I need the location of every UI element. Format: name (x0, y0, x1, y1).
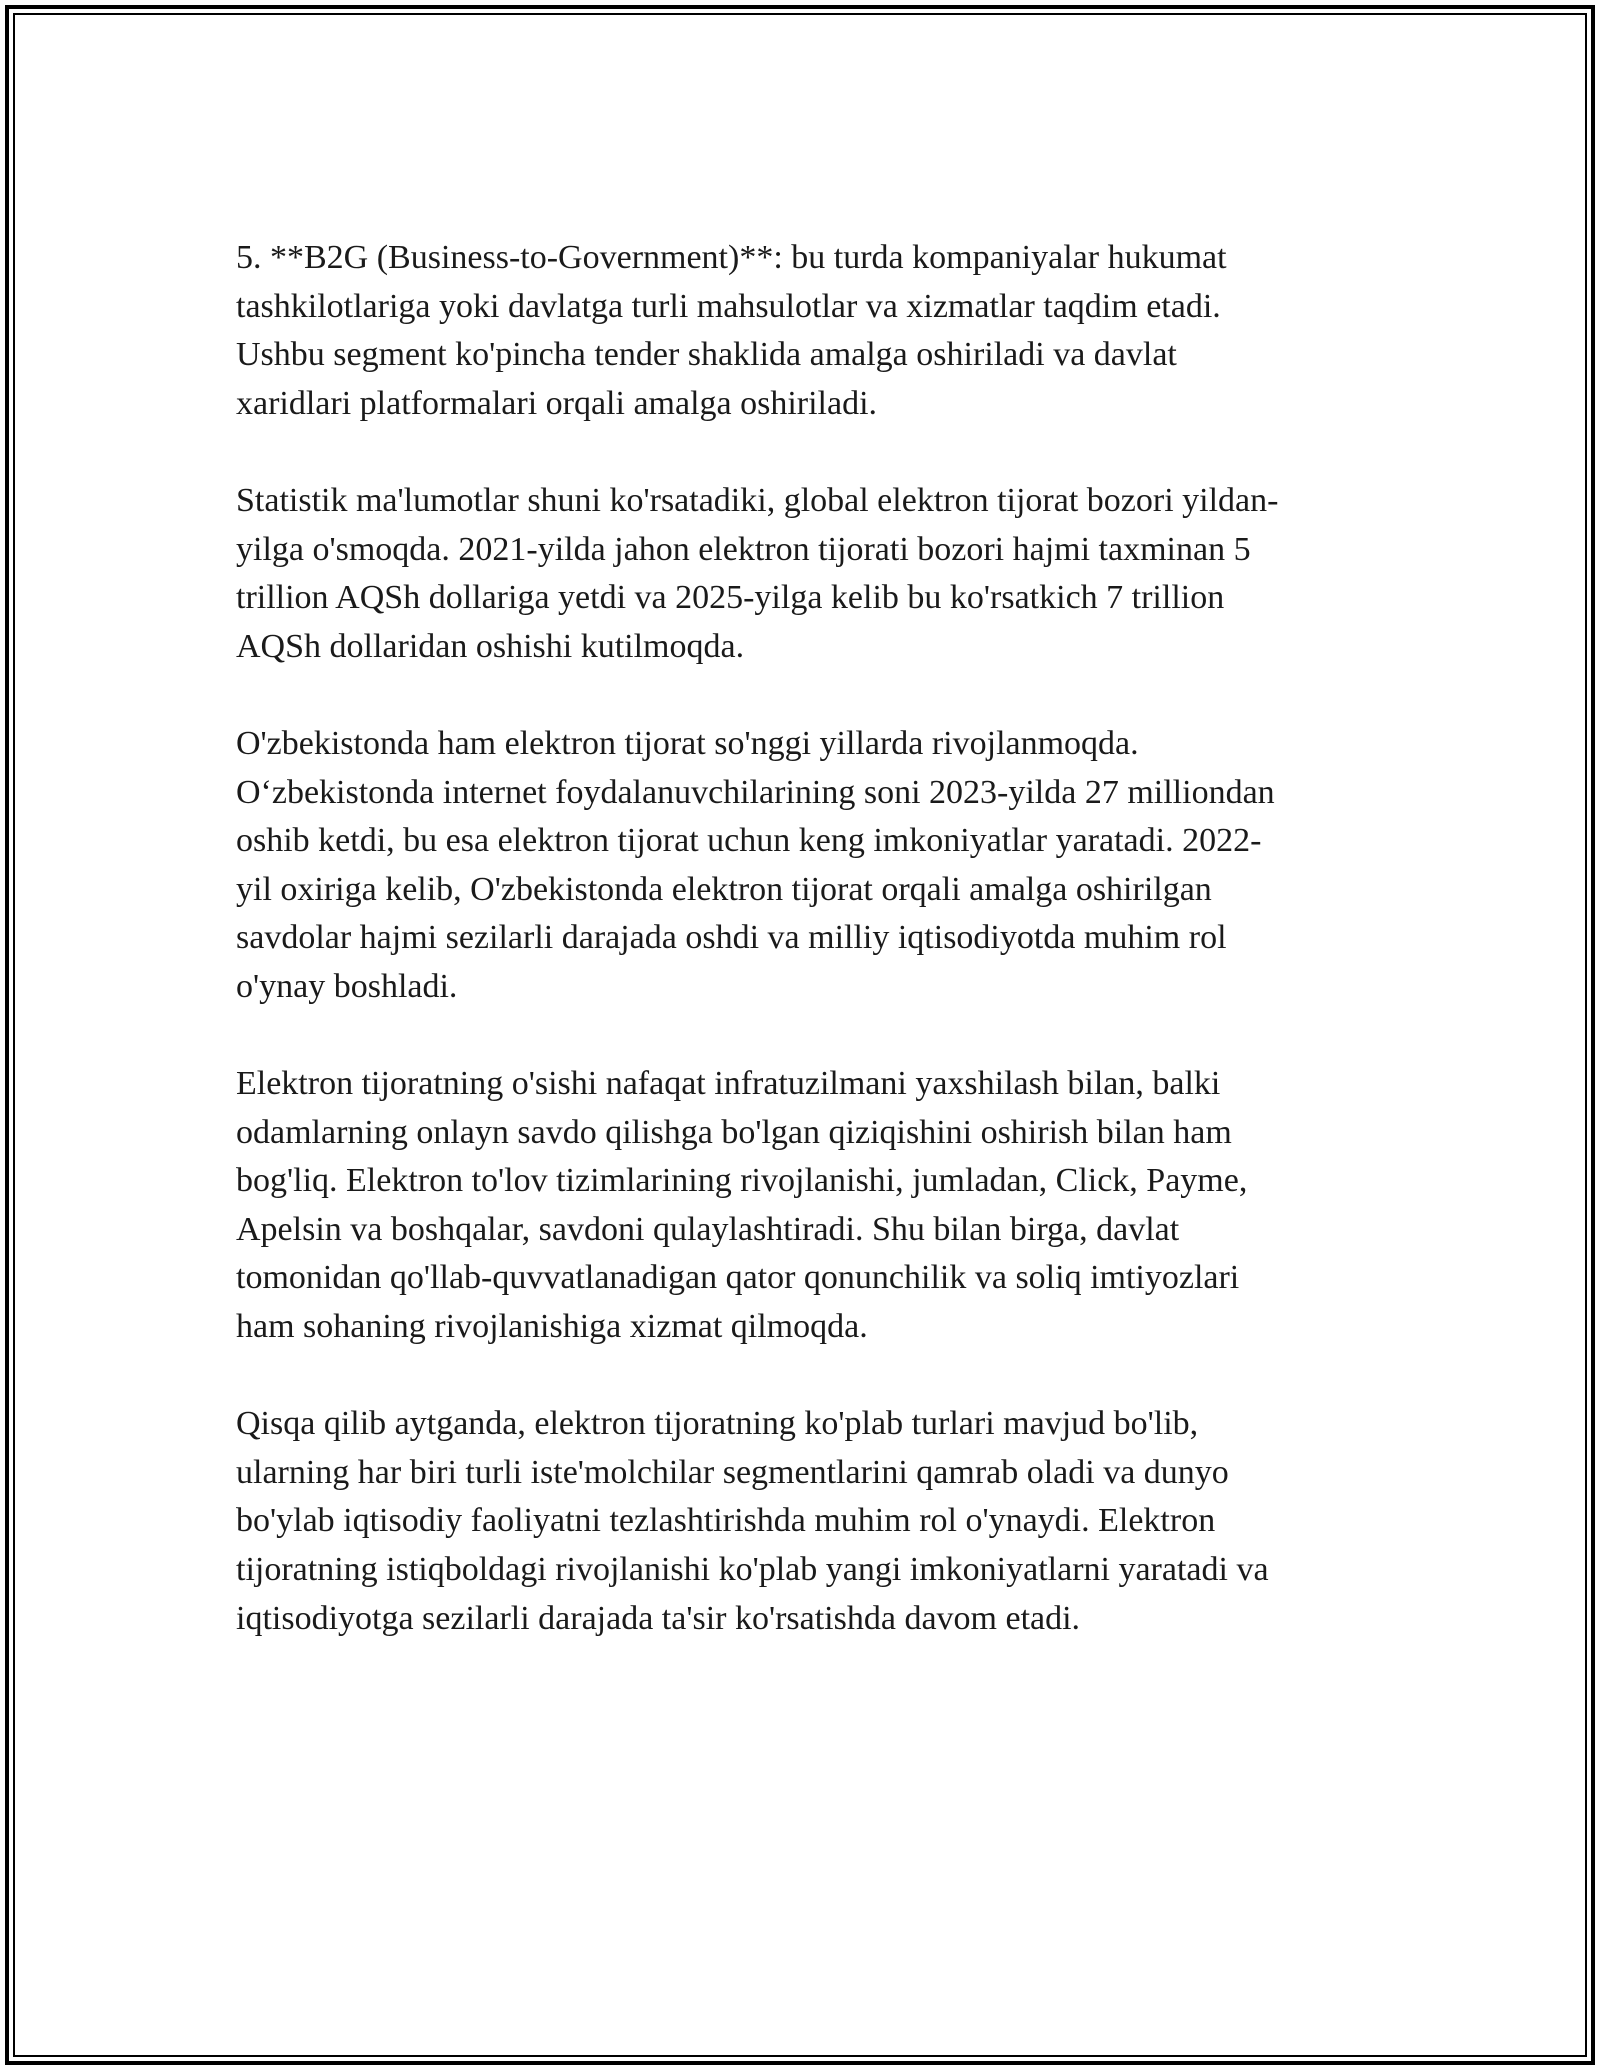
text-line: o'ynay boshladi. (236, 967, 458, 1005)
text-line: tijoratning istiqboldagi rivojlanishi ko'plab yangi imkoniyatlarni yaratadi va (236, 1551, 1269, 1589)
text-line: xaridlari platformalari orqali amalga oshiriladi. (236, 384, 878, 422)
document-body (236, 234, 1366, 1643)
text-line: bo'ylab iqtisodiy faoliyatni tezlashtirishda muhim rol o'ynaydi. Elektron (236, 1502, 1216, 1540)
text-line: Qisqa qilib aytganda, elektron tijoratning ko'plab turlari mavjud bo'lib, (236, 1405, 1199, 1443)
text-line: trillion AQSh dollariga yetdi va 2025-yilga kelib bu ko'rsatkich 7 trillion (236, 579, 1225, 617)
text-line: Statistik ma'lumotlar shuni ko'rsatadiki, global elektron tijorat bozori yildan- (236, 481, 1279, 519)
text-line: ularning har biri turli iste'molchilar segmentlarini qamrab oladi va dunyo (236, 1453, 1229, 1491)
text-line: Ushbu segment ko'pincha tender shaklida amalga oshiriladi va davlat (236, 336, 1177, 374)
paragraph-conclusion (236, 1400, 1366, 1643)
text-line: oshib ketdi, bu esa elektron tijorat uchun keng imkoniyatlar yaratadi. 2022- (236, 822, 1262, 860)
text-line: tomonidan qo'llab-quvvatlanadigan qator qonunchilik va soliq imtiyozlari (236, 1259, 1240, 1297)
text-line: tashkilotlariga yoki davlatga turli mahsulotlar va xizmatlar taqdim etadi. (236, 287, 1221, 325)
paragraph-statistics (236, 477, 1366, 671)
text-line: O'zbekistonda ham elektron tijorat so'nggi yillarda rivojlanmoqda. (236, 724, 1139, 762)
text-line: bog'liq. Elektron to'lov tizimlarining rivojlanishi, jumladan, Click, Payme, (236, 1162, 1248, 1200)
text-line: yil oxiriga kelib, O'zbekistonda elektron tijorat orqali amalga oshirilgan (236, 870, 1212, 908)
text-line: Apelsin va boshqalar, savdoni qulaylashtiradi. Shu bilan birga, davlat (236, 1210, 1180, 1248)
text-line: savdolar hajmi sezilarli darajada oshdi va milliy iqtisodiyotda muhim rol (236, 919, 1227, 957)
text-line: iqtisodiyotga sezilarli darajada ta'sir ko'rsatishda davom etadi. (236, 1599, 1081, 1637)
text-line: O‘zbekistonda internet foydalanuvchilarining soni 2023-yilda 27 milliondan (236, 773, 1275, 811)
text-line: 5. **B2G (Business-to-Government)**: bu turda kompaniyalar hukumat (236, 239, 1227, 276)
paragraph-growth (236, 1060, 1366, 1352)
text-line: AQSh dollaridan oshishi kutilmoqda. (236, 627, 745, 665)
paragraph-uzbekistan (236, 720, 1366, 1012)
text-line: odamlarning onlayn savdo qilishga bo'lgan qiziqishini oshirish bilan ham (236, 1113, 1232, 1151)
text-line: Elektron tijoratning o'sishi nafaqat infratuzilmani yaxshilash bilan, balki (236, 1065, 1221, 1103)
text-line: yilga o'smoqda. 2021-yilda jahon elektron tijorati bozori hajmi taxminan 5 (236, 530, 1251, 568)
text-line: ham sohaning rivojlanishiga xizmat qilmoqda. (236, 1308, 868, 1346)
paragraph-b2g (236, 234, 1366, 428)
